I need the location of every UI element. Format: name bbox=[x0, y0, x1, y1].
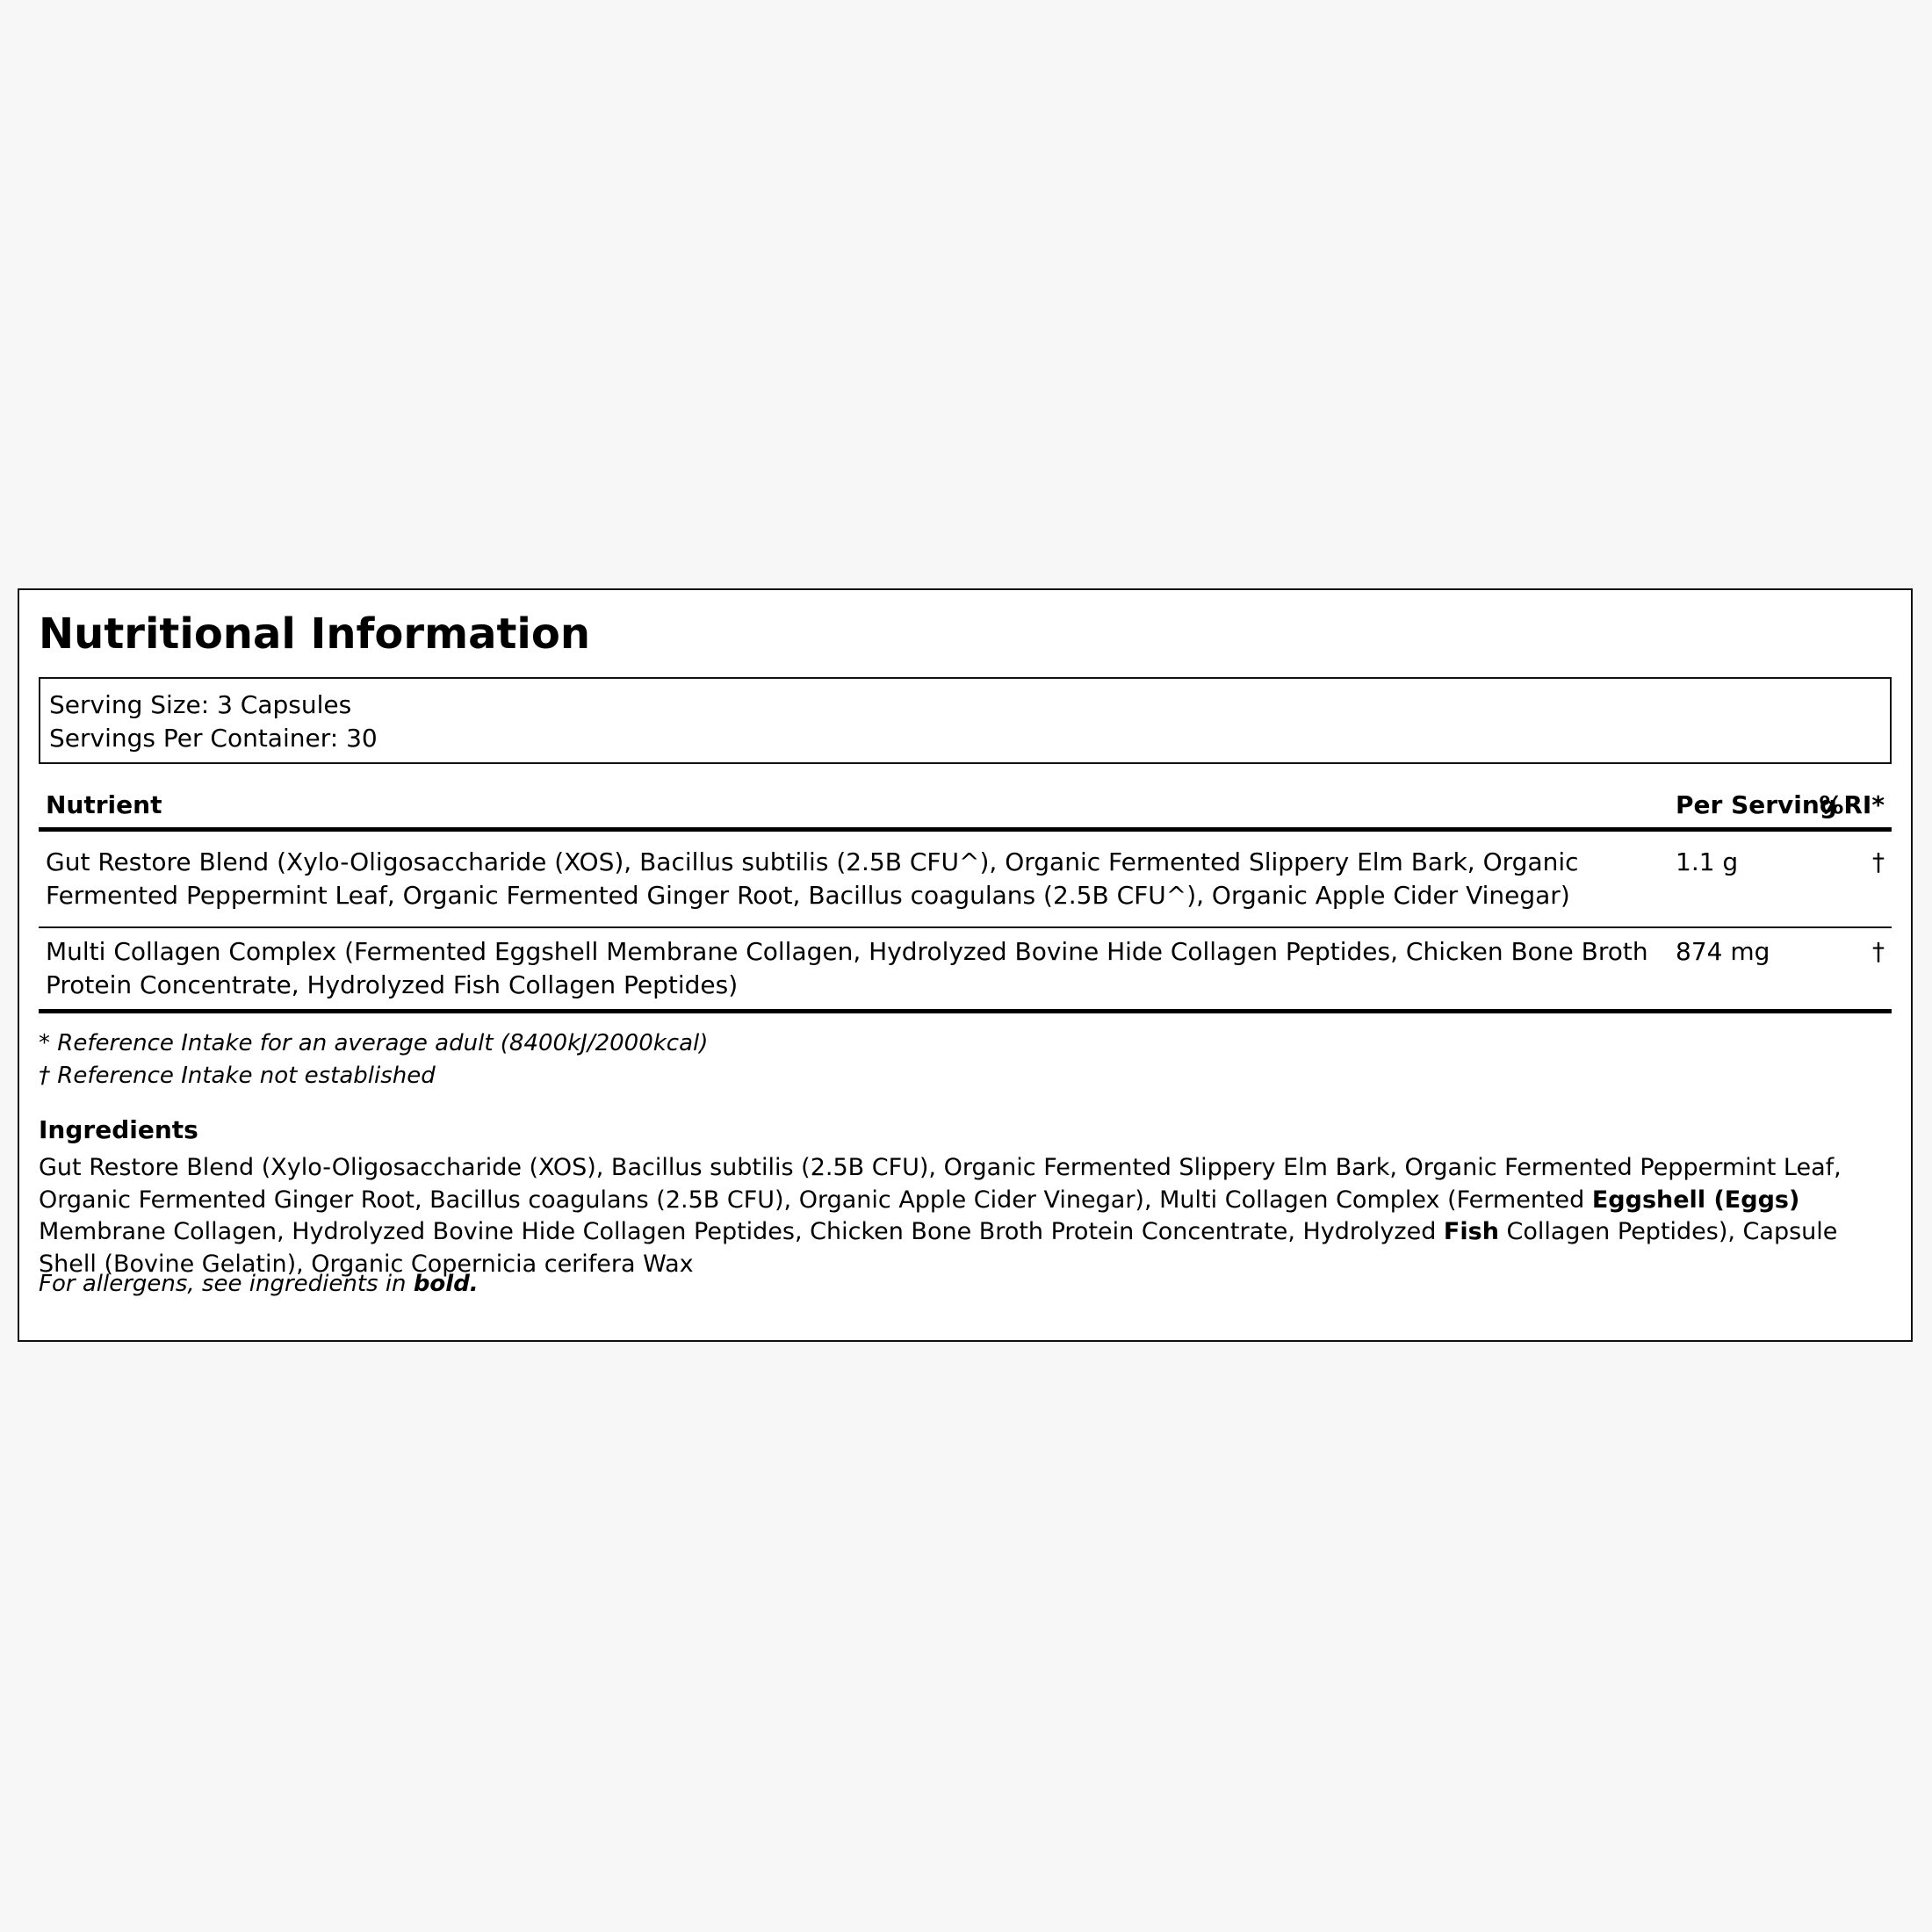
nutrient-table bbox=[39, 775, 1892, 1013]
nutrient-amount: 874 mg bbox=[1676, 937, 1770, 966]
allergen-note-bold: bold. bbox=[413, 1271, 479, 1297]
ingredients-part: Gut Restore Blend (Xylo-Oligosaccharide (XOS), Bacillus subtilis (2.5B CFU), Organic Fermented Slippery Elm Bark, Organic Fermented Peppermint Leaf, Organic Fermented Ginger Root, Bacillus coagulans (2.5B CFU), Organic Apple Cider Vinegar), Multi Collagen Complex (Fermented bbox=[39, 1154, 1842, 1214]
page-title: Nutritional Information bbox=[39, 609, 591, 659]
nutrient-ri: † bbox=[1872, 937, 1885, 966]
servings-per-container: Servings Per Container: 30 bbox=[49, 724, 378, 753]
footnotes bbox=[39, 1027, 708, 1092]
serving-size: Serving Size: 3 Capsules bbox=[49, 690, 352, 719]
ingredients-part: Membrane Collagen, Hydrolyzed Bovine Hide Collagen Peptides, Chicken Bone Broth Protein Concentrate, Hydrolyzed bbox=[39, 1218, 1444, 1245]
allergen-fish: Fish bbox=[1443, 1218, 1499, 1245]
nutrient-name: Multi Collagen Complex (Fermented Eggshell Membrane Collagen, Hydrolyzed Bovine Hide Collagen Peptides, Chicken Bone Broth Protein Concentrate, Hydrolyzed Fish Collagen Peptides) bbox=[46, 937, 1648, 999]
nutrient-name: Gut Restore Blend (Xylo-Oligosaccharide (XOS), Bacillus subtilis (2.5B CFU^), Organic Fermented Slippery Elm Bark, Organic Fermented Peppermint Leaf, Organic Fermented Ginger Root, Bacillus coagulans (2.5B CFU^), Organic Apple Cider Vinegar) bbox=[46, 847, 1579, 910]
nutrition-panel bbox=[18, 588, 1913, 1342]
table-row bbox=[39, 832, 1892, 928]
table-header bbox=[39, 775, 1892, 832]
allergen-eggs: Eggshell (Eggs) bbox=[1591, 1186, 1800, 1214]
ingredients-part: Collagen Peptides), Capsule Shell (Bovine Gelatin), Organic Copernicia cerifera Wax bbox=[39, 1218, 1838, 1278]
header-per-serving: Per Serving bbox=[1676, 790, 1837, 819]
ingredients-text bbox=[39, 1152, 1892, 1280]
nutrient-ri: † bbox=[1872, 847, 1885, 876]
allergen-note-text: For allergens, see ingredients in bbox=[39, 1271, 414, 1297]
nutrient-amount: 1.1 g bbox=[1676, 847, 1739, 876]
table-row bbox=[39, 928, 1892, 1013]
footnote-reference-intake: * Reference Intake for an average adult (8400kJ/2000kcal) bbox=[39, 1030, 709, 1056]
ingredients-heading: Ingredients bbox=[39, 1115, 198, 1144]
allergen-note bbox=[39, 1271, 479, 1297]
header-nutrient: Nutrient bbox=[46, 790, 162, 819]
footnote-not-established: † Reference Intake not established bbox=[39, 1063, 436, 1089]
serving-info-box bbox=[39, 677, 1892, 764]
header-ri: %RI* bbox=[1819, 790, 1885, 819]
